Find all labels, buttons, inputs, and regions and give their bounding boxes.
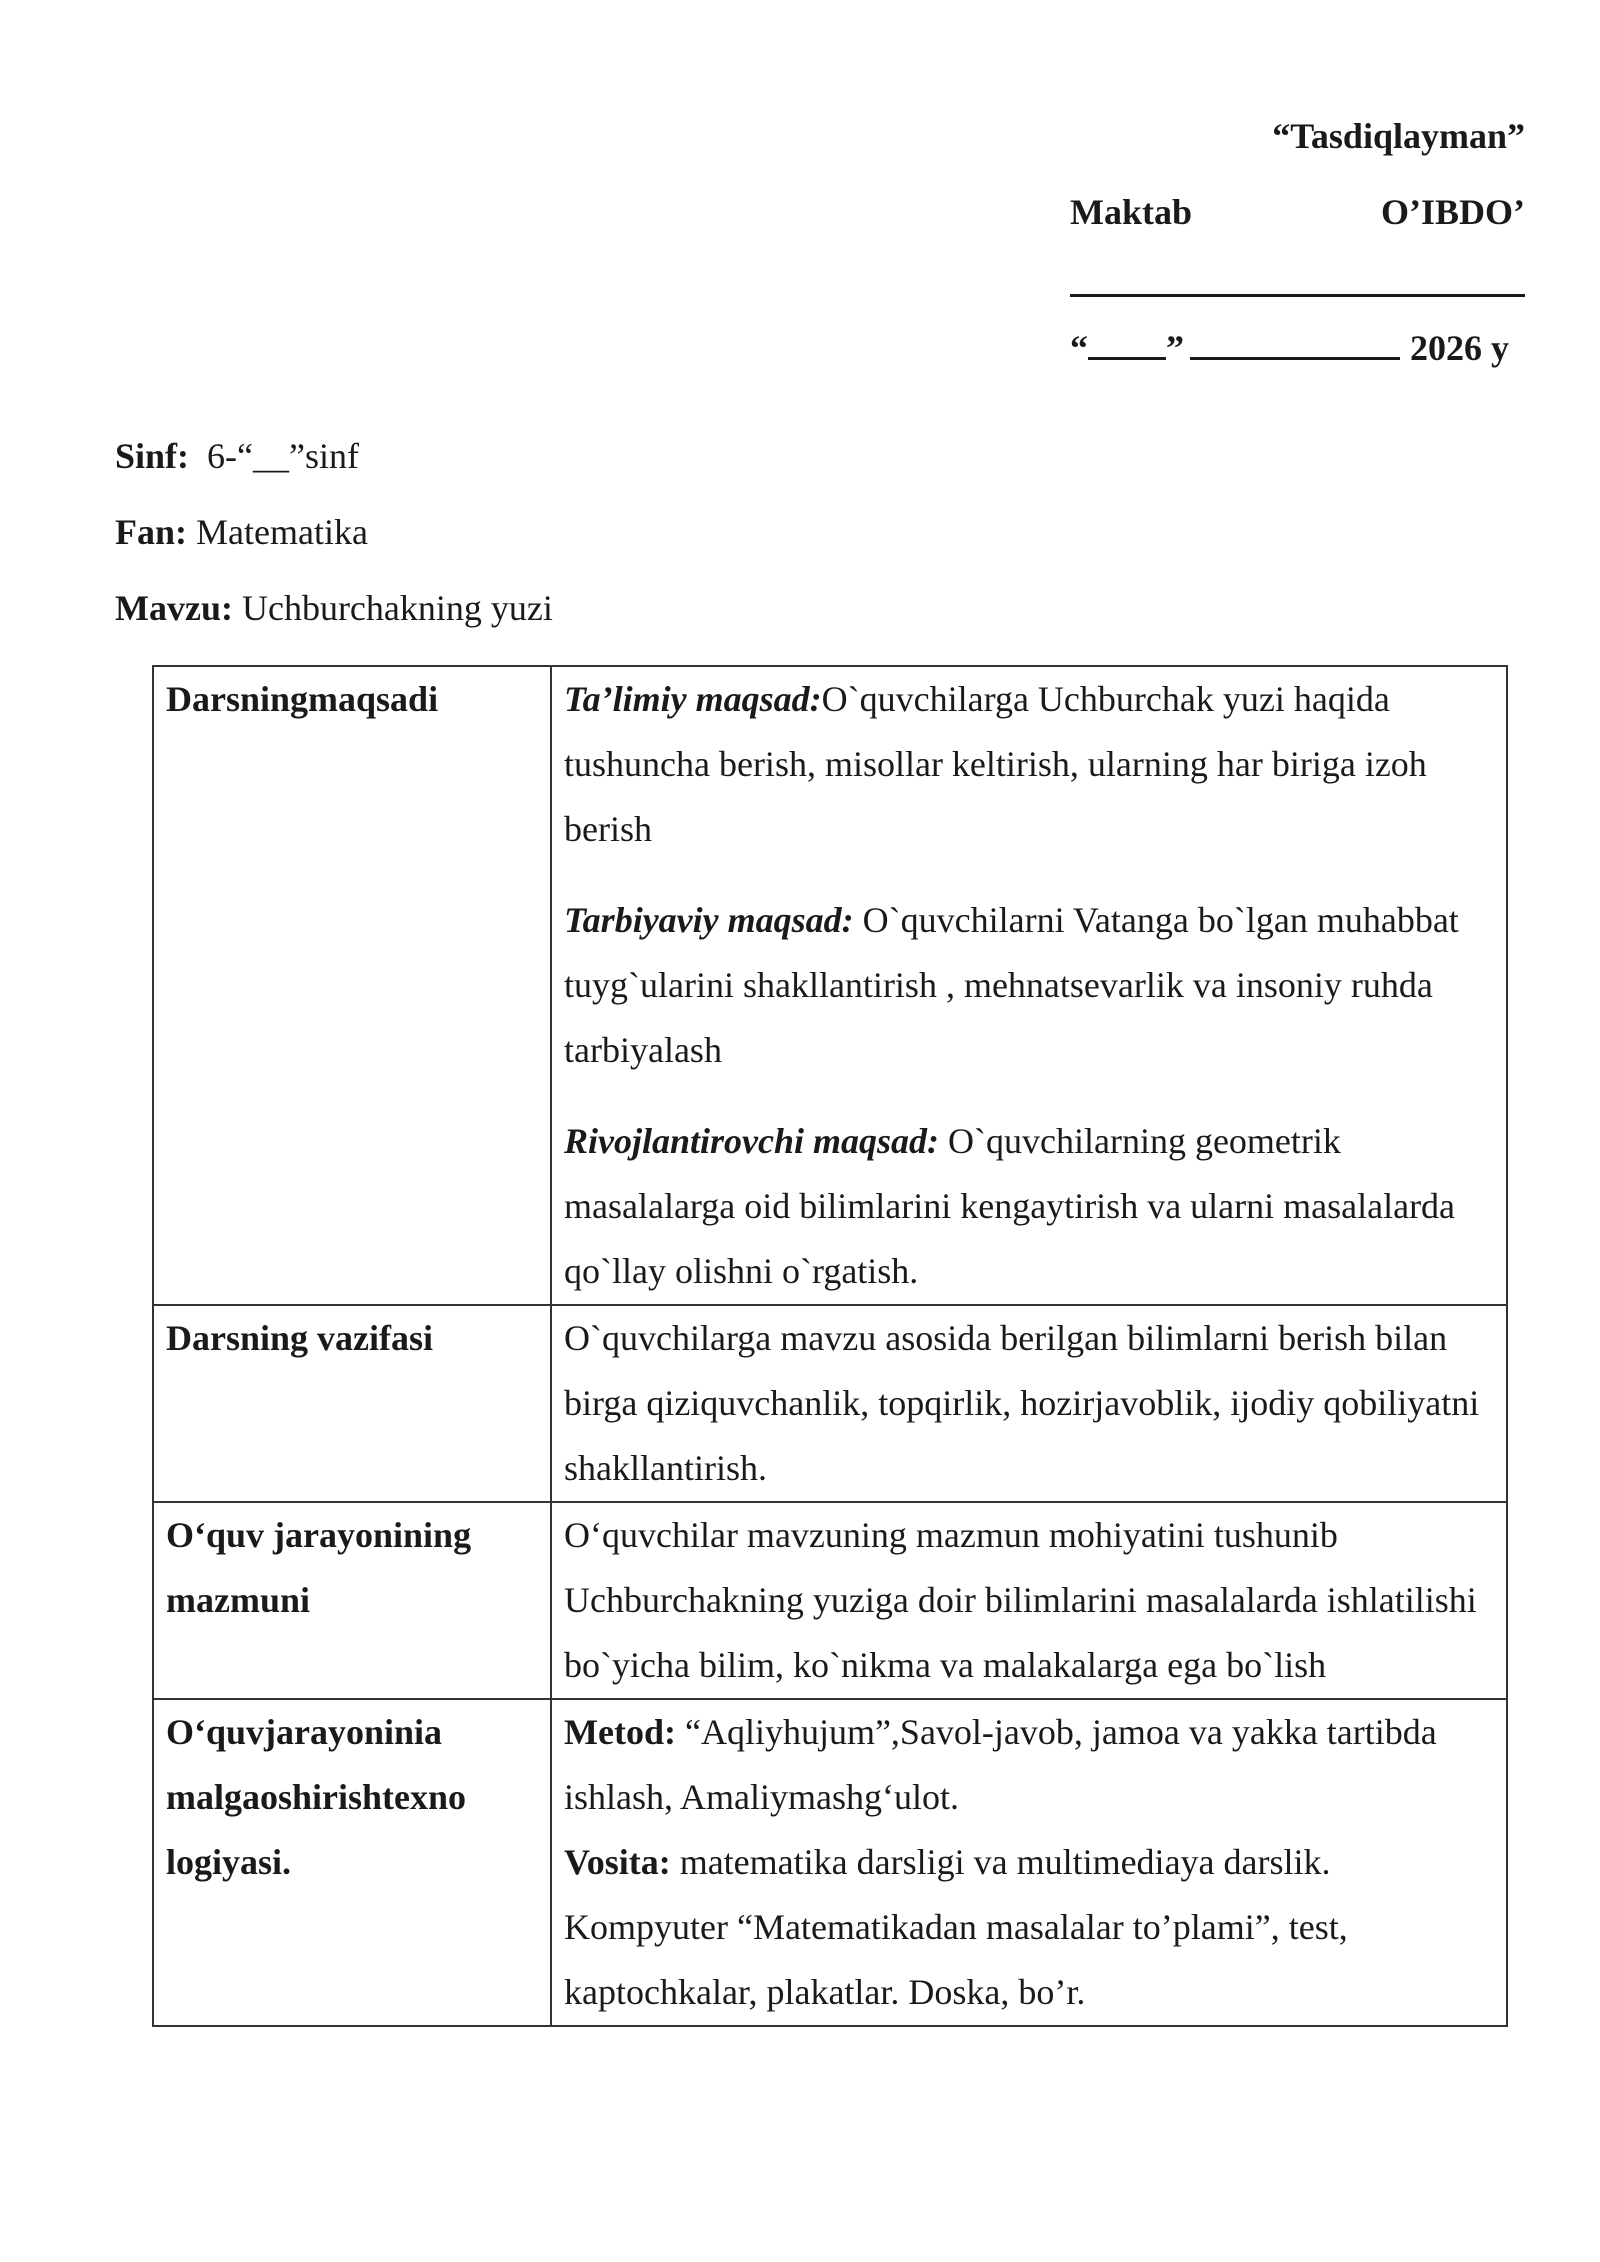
lesson-plan-table xyxy=(152,665,1508,2027)
upbringing-goal-label: Tarbiyaviy maqsad: xyxy=(564,900,854,940)
subject-value: Matematika xyxy=(196,512,368,552)
educational-goal-text: O`quvchilarga Uchburchak yuzi haqida tushuncha berish, misollar keltirish, ularning har biriga izoh berish xyxy=(564,679,1427,849)
class-value: 6-“__”sinf xyxy=(207,436,359,476)
educational-goal-label: Ta’limiy maqsad: xyxy=(564,679,822,719)
educational-goal xyxy=(564,667,1494,862)
technology-label: O‘quvjarayoninia malgaoshirishtexno logiyasi. xyxy=(153,1699,551,2026)
tools-label: Vosita: xyxy=(564,1842,671,1882)
goals-content xyxy=(551,666,1507,1305)
technology-content xyxy=(551,1699,1507,2026)
table-row-technology xyxy=(153,1699,1507,2026)
table-row-goals xyxy=(153,666,1507,1305)
date-quote-close: ” xyxy=(1166,328,1184,368)
table-row-task xyxy=(153,1305,1507,1502)
content-text: O‘quvchilar mavzuning mazmun mohiyatini tushunib Uchburchakning yuziga doir bilimlarini masalalarda ishlatilishi bo`yicha bilim, ko`nikma va malakalarga ega bo`lish xyxy=(564,1515,1477,1685)
topic-line xyxy=(115,582,553,634)
developmental-goal xyxy=(564,1109,1494,1304)
task-content xyxy=(551,1305,1507,1502)
month-blank xyxy=(1190,321,1400,360)
approval-year: 2026 y xyxy=(1410,328,1509,368)
table-row-content xyxy=(153,1502,1507,1699)
day-blank xyxy=(1088,321,1166,360)
upbringing-goal-text: O`quvchilarni Vatanga bo`lgan muhabbat tuyg`ularini shakllantirish , mehnatsevarlik va insoniy ruhda tarbiyalash xyxy=(564,900,1459,1070)
approval-signatory-row xyxy=(1070,186,1525,238)
task-text: O`quvchilarga mavzu asosida berilgan bilimlarni berish bilan birga qiziquvchanlik, topqirlik, hozirjavoblik, ijodiy qobiliyatni shakllantirish. xyxy=(564,1318,1480,1488)
approval-title: “Tasdiqlayman” xyxy=(1272,116,1525,156)
method-line xyxy=(564,1700,1494,1830)
class-label: Sinf: xyxy=(115,436,190,476)
topic-label: Mavzu: xyxy=(115,588,233,628)
position-label: O’IBDO’ xyxy=(1381,192,1525,232)
upbringing-goal xyxy=(564,888,1494,1083)
content-content xyxy=(551,1502,1507,1699)
content-label: O‘quv jarayonining mazmuni xyxy=(153,1502,551,1699)
goals-label: Darsningmaqsadi xyxy=(153,666,551,1305)
tools-text: matematika darsligi va multimediaya darslik. Kompyuter “Matematikadan masalalar to’plami”, test, kaptochkalar, plakatlar. Doska, bo’r. xyxy=(564,1842,1348,2012)
tools-line xyxy=(564,1830,1494,2025)
method-text: “Aqliyhujum”,Savol-javob, jamoa va yakka tartibda ishlash, Amaliymashg‘ulot. xyxy=(564,1712,1437,1817)
signature-line xyxy=(1070,294,1525,297)
approval-block xyxy=(1070,110,1525,373)
method-label: Metod: xyxy=(564,1712,676,1752)
subject-line xyxy=(115,506,368,558)
task-label: Darsning vazifasi xyxy=(153,1305,551,1502)
approval-date-row xyxy=(1070,321,1525,373)
developmental-goal-label: Rivojlantirovchi maqsad: xyxy=(564,1121,940,1161)
subject-label: Fan: xyxy=(115,512,187,552)
class-line xyxy=(115,430,359,482)
date-quote-open: “ xyxy=(1070,328,1088,368)
topic-value: Uchburchakning yuzi xyxy=(241,588,553,628)
developmental-goal-text: O`quvchilarning geometrik masalalarga oid bilimlarini kengaytirish va ularni masalalarda qo`llay olishni o`rgatish. xyxy=(564,1121,1456,1291)
school-label: Maktab xyxy=(1070,192,1193,232)
